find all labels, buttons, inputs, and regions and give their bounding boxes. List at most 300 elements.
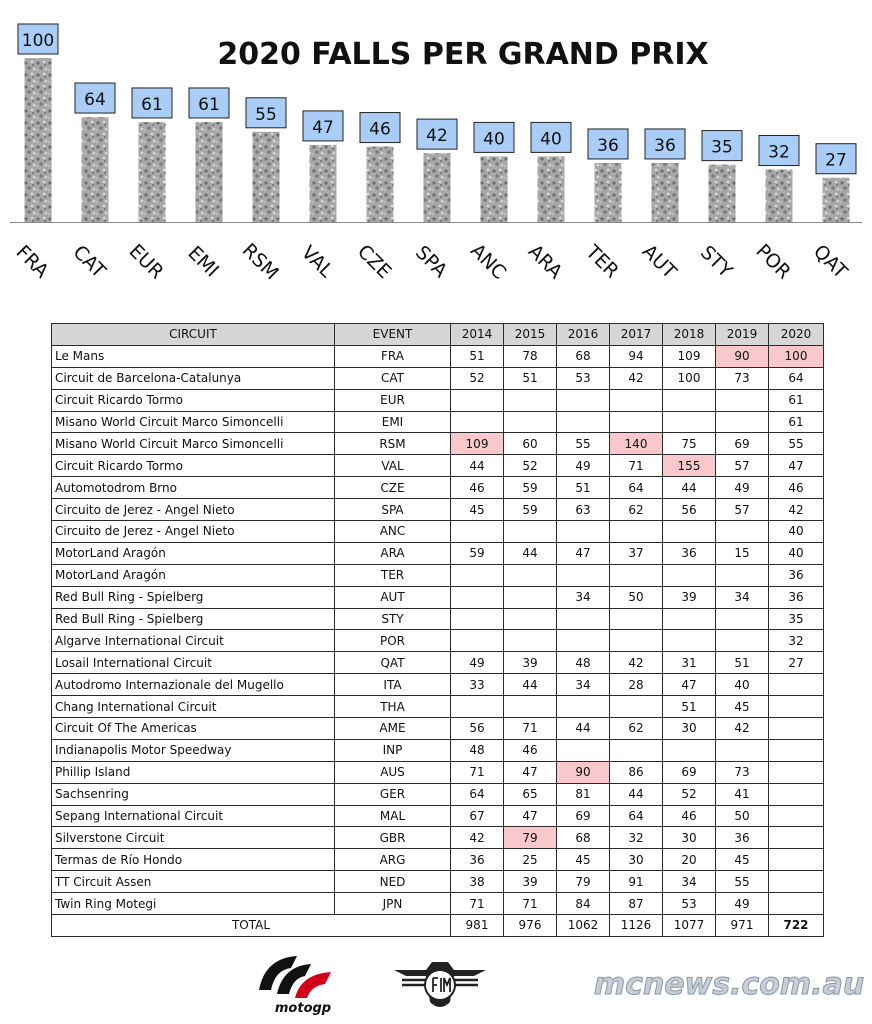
table-row xyxy=(52,783,824,805)
falls-cell: 39 xyxy=(663,586,716,608)
falls-cell xyxy=(663,608,716,630)
total-label: TOTAL xyxy=(52,915,451,937)
column-header: EVENT xyxy=(335,324,451,346)
x-tick-label: STY xyxy=(695,241,737,283)
bar-emi xyxy=(196,122,223,222)
bar-ter xyxy=(595,163,622,222)
bar-qat xyxy=(823,178,850,222)
column-header: 2017 xyxy=(610,324,663,346)
falls-cell: 48 xyxy=(557,652,610,674)
event-cell: ANC xyxy=(335,521,451,543)
falls-cell xyxy=(451,389,504,411)
value-label: 42 xyxy=(426,126,448,147)
falls-cell: 28 xyxy=(610,674,663,696)
x-tick-label: ARA xyxy=(523,240,567,284)
falls-cell: 44 xyxy=(610,783,663,805)
table-row xyxy=(52,739,824,761)
bar-por xyxy=(766,170,793,222)
falls-cell xyxy=(716,389,769,411)
falls-cell: 52 xyxy=(504,455,557,477)
circuit-cell: Circuito de Jerez - Angel Nieto xyxy=(52,499,335,521)
value-label: 40 xyxy=(483,129,505,150)
falls-cell: 55 xyxy=(716,871,769,893)
event-cell: STY xyxy=(335,608,451,630)
x-tick-label: POR xyxy=(751,239,796,284)
x-tick-label: ANC xyxy=(466,239,511,284)
circuit-cell: Circuit Of The Americas xyxy=(52,718,335,740)
falls-cell: 45 xyxy=(716,696,769,718)
column-header: 2019 xyxy=(716,324,769,346)
falls-cell: 109 xyxy=(663,345,716,367)
falls-cell: 37 xyxy=(610,542,663,564)
circuit-cell: Sepang International Circuit xyxy=(52,805,335,827)
value-label: 55 xyxy=(255,104,277,125)
falls-cell: 49 xyxy=(451,652,504,674)
table-row xyxy=(52,849,824,871)
circuit-cell: Circuito de Jerez - Angel Nieto xyxy=(52,521,335,543)
event-cell: JPN xyxy=(335,893,451,915)
circuit-cell: Misano World Circuit Marco Simoncelli xyxy=(52,411,335,433)
falls-cell: 75 xyxy=(663,433,716,455)
falls-cell: 71 xyxy=(451,893,504,915)
falls-cell: 46 xyxy=(451,477,504,499)
falls-cell: 51 xyxy=(557,477,610,499)
value-label: 36 xyxy=(597,135,619,156)
table-row xyxy=(52,608,824,630)
falls-cell xyxy=(663,630,716,652)
event-cell: POR xyxy=(335,630,451,652)
falls-cell: 49 xyxy=(557,455,610,477)
falls-cell: 61 xyxy=(769,411,824,433)
falls-cell: 57 xyxy=(716,499,769,521)
falls-cell: 30 xyxy=(663,827,716,849)
x-tick-label: EMI xyxy=(183,241,224,282)
total-cell: 1077 xyxy=(663,915,716,937)
value-label: 36 xyxy=(654,135,676,156)
table-row xyxy=(52,367,824,389)
falls-cell: 46 xyxy=(663,805,716,827)
falls-cell: 100 xyxy=(663,367,716,389)
falls-cell: 20 xyxy=(663,849,716,871)
falls-cell: 86 xyxy=(610,761,663,783)
falls-cell: 36 xyxy=(451,849,504,871)
falls-cell: 36 xyxy=(716,827,769,849)
event-cell: CZE xyxy=(335,477,451,499)
falls-cell: 63 xyxy=(557,499,610,521)
falls-cell: 27 xyxy=(769,652,824,674)
falls-cell xyxy=(451,521,504,543)
falls-cell: 36 xyxy=(769,586,824,608)
bar-eur xyxy=(139,122,166,222)
falls-cell: 44 xyxy=(451,455,504,477)
circuit-cell: Termas de Río Hondo xyxy=(52,849,335,871)
falls-cell xyxy=(504,411,557,433)
falls-cell xyxy=(769,718,824,740)
table-row xyxy=(52,411,824,433)
mcnews-logo-text: mcnews.com.au xyxy=(593,967,865,1002)
falls-cell: 64 xyxy=(610,805,663,827)
falls-cell xyxy=(610,696,663,718)
falls-cell xyxy=(769,761,824,783)
falls-cell: 46 xyxy=(504,739,557,761)
motogp-logo-text: motogp xyxy=(274,1001,332,1016)
event-cell: AME xyxy=(335,718,451,740)
falls-cell: 90 xyxy=(557,761,610,783)
falls-cell xyxy=(663,739,716,761)
circuit-cell: Sachsenring xyxy=(52,783,335,805)
falls-cell: 55 xyxy=(557,433,610,455)
circuit-cell: MotorLand Aragón xyxy=(52,564,335,586)
falls-cell: 65 xyxy=(504,783,557,805)
falls-cell xyxy=(557,521,610,543)
total-row xyxy=(52,915,824,937)
falls-cell: 100 xyxy=(769,345,824,367)
falls-cell: 36 xyxy=(663,542,716,564)
value-label: 61 xyxy=(198,94,220,115)
falls-cell: 91 xyxy=(610,871,663,893)
falls-cell xyxy=(451,696,504,718)
falls-cell: 64 xyxy=(769,367,824,389)
falls-cell: 90 xyxy=(716,345,769,367)
event-cell: TER xyxy=(335,564,451,586)
falls-cell xyxy=(504,608,557,630)
falls-cell xyxy=(504,696,557,718)
table-body xyxy=(52,345,824,914)
falls-cell: 49 xyxy=(716,893,769,915)
falls-cell xyxy=(451,630,504,652)
falls-cell: 69 xyxy=(663,761,716,783)
falls-table xyxy=(51,323,824,937)
falls-cell: 84 xyxy=(557,893,610,915)
falls-cell xyxy=(557,564,610,586)
falls-cell: 49 xyxy=(716,477,769,499)
falls-cell xyxy=(610,564,663,586)
falls-cell: 71 xyxy=(504,718,557,740)
table-row xyxy=(52,542,824,564)
falls-cell: 62 xyxy=(610,499,663,521)
bar-spa xyxy=(424,153,451,222)
falls-cell: 32 xyxy=(769,630,824,652)
falls-cell: 48 xyxy=(451,739,504,761)
circuit-cell: Silverstone Circuit xyxy=(52,827,335,849)
falls-cell: 87 xyxy=(610,893,663,915)
circuit-cell: Circuit Ricardo Tormo xyxy=(52,455,335,477)
fim-logo xyxy=(392,950,488,1012)
event-cell: SPA xyxy=(335,499,451,521)
falls-cell: 40 xyxy=(716,674,769,696)
falls-cell: 30 xyxy=(663,718,716,740)
falls-cell: 40 xyxy=(769,521,824,543)
table-row xyxy=(52,586,824,608)
falls-cell: 62 xyxy=(610,718,663,740)
event-cell: THA xyxy=(335,696,451,718)
value-label: 27 xyxy=(825,150,847,171)
value-label: 35 xyxy=(711,137,733,158)
bar-cat xyxy=(82,117,109,222)
falls-cell xyxy=(451,564,504,586)
falls-cell: 68 xyxy=(557,827,610,849)
falls-cell xyxy=(451,608,504,630)
falls-cell: 51 xyxy=(663,696,716,718)
table-row xyxy=(52,630,824,652)
table-row xyxy=(52,477,824,499)
falls-cell xyxy=(557,389,610,411)
falls-cell: 56 xyxy=(663,499,716,521)
falls-cell: 52 xyxy=(663,783,716,805)
bar-anc xyxy=(481,156,508,222)
circuit-cell: Circuit Ricardo Tormo xyxy=(52,389,335,411)
circuit-cell: Autodromo Internazionale del Mugello xyxy=(52,674,335,696)
falls-cell: 50 xyxy=(716,805,769,827)
falls-cell: 68 xyxy=(557,345,610,367)
bar-cze xyxy=(367,147,394,222)
falls-cell: 53 xyxy=(663,893,716,915)
circuit-cell: Automotodrom Brno xyxy=(52,477,335,499)
total-cell: 1062 xyxy=(557,915,610,937)
falls-cell xyxy=(769,805,824,827)
circuit-cell: Le Mans xyxy=(52,345,335,367)
falls-cell: 56 xyxy=(451,718,504,740)
falls-cell: 81 xyxy=(557,783,610,805)
falls-cell: 50 xyxy=(610,586,663,608)
falls-cell xyxy=(610,739,663,761)
falls-cell: 73 xyxy=(716,761,769,783)
falls-cell: 52 xyxy=(451,367,504,389)
column-header: 2015 xyxy=(504,324,557,346)
falls-cell xyxy=(769,893,824,915)
x-tick-label: RSM xyxy=(237,239,283,285)
falls-cell: 57 xyxy=(716,455,769,477)
falls-cell: 140 xyxy=(610,433,663,455)
falls-cell: 34 xyxy=(557,674,610,696)
column-header: 2014 xyxy=(451,324,504,346)
falls-cell: 39 xyxy=(504,871,557,893)
event-cell: ITA xyxy=(335,674,451,696)
falls-cell xyxy=(557,608,610,630)
falls-cell: 30 xyxy=(610,849,663,871)
total-cell: 981 xyxy=(451,915,504,937)
table-row xyxy=(52,499,824,521)
event-cell: MAL xyxy=(335,805,451,827)
table-header xyxy=(52,324,824,346)
falls-cell xyxy=(769,739,824,761)
falls-cell: 47 xyxy=(557,542,610,564)
column-header: CIRCUIT xyxy=(52,324,335,346)
falls-cell: 44 xyxy=(663,477,716,499)
falls-cell: 51 xyxy=(451,345,504,367)
falls-cell: 42 xyxy=(716,718,769,740)
falls-cell xyxy=(716,564,769,586)
falls-cell xyxy=(610,521,663,543)
x-tick-label: VAL xyxy=(296,241,338,283)
circuit-cell: Twin Ring Motegi xyxy=(52,893,335,915)
falls-cell: 64 xyxy=(451,783,504,805)
falls-cell: 51 xyxy=(716,652,769,674)
falls-cell: 109 xyxy=(451,433,504,455)
falls-cell: 15 xyxy=(716,542,769,564)
circuit-cell: MotorLand Aragón xyxy=(52,542,335,564)
falls-cell: 39 xyxy=(504,652,557,674)
circuit-cell: Algarve International Circuit xyxy=(52,630,335,652)
circuit-cell: TT Circuit Assen xyxy=(52,871,335,893)
falls-cell: 40 xyxy=(769,542,824,564)
falls-cell: 46 xyxy=(769,477,824,499)
circuit-cell: Losail International Circuit xyxy=(52,652,335,674)
event-cell: GER xyxy=(335,783,451,805)
value-label: 64 xyxy=(84,90,106,111)
table-row xyxy=(52,652,824,674)
value-label: 32 xyxy=(768,142,790,163)
falls-cell xyxy=(504,389,557,411)
event-cell: AUS xyxy=(335,761,451,783)
falls-cell: 42 xyxy=(610,652,663,674)
table-row xyxy=(52,893,824,915)
falls-cell xyxy=(557,630,610,652)
falls-cell: 59 xyxy=(504,477,557,499)
falls-cell: 69 xyxy=(716,433,769,455)
total-cell: 976 xyxy=(504,915,557,937)
table-row xyxy=(52,455,824,477)
x-tick-label: QAT xyxy=(808,240,852,284)
falls-cell: 47 xyxy=(504,805,557,827)
falls-cell xyxy=(716,739,769,761)
x-tick-label: SPA xyxy=(410,241,452,283)
column-header: 2020 xyxy=(769,324,824,346)
falls-cell: 51 xyxy=(504,367,557,389)
circuit-cell: Circuit de Barcelona-Catalunya xyxy=(52,367,335,389)
falls-cell: 47 xyxy=(663,674,716,696)
falls-cell xyxy=(716,411,769,433)
falls-cell xyxy=(769,871,824,893)
x-tick-label: AUT xyxy=(637,240,681,284)
x-tick-label: FRA xyxy=(11,241,53,283)
falls-cell xyxy=(769,696,824,718)
bar-fra xyxy=(25,58,52,222)
falls-cell xyxy=(716,608,769,630)
falls-cell xyxy=(663,389,716,411)
falls-cell: 34 xyxy=(716,586,769,608)
table-row xyxy=(52,827,824,849)
table-row xyxy=(52,718,824,740)
falls-cell xyxy=(610,608,663,630)
circuit-cell: Indianapolis Motor Speedway xyxy=(52,739,335,761)
total-cell: 722 xyxy=(769,915,824,937)
falls-cell xyxy=(504,521,557,543)
falls-cell: 42 xyxy=(451,827,504,849)
table-row xyxy=(52,433,824,455)
bar-chart xyxy=(0,0,872,300)
bar-ara xyxy=(538,156,565,222)
falls-cell: 33 xyxy=(451,674,504,696)
falls-cell xyxy=(557,411,610,433)
event-cell: ARA xyxy=(335,542,451,564)
falls-cell: 69 xyxy=(557,805,610,827)
falls-cell: 47 xyxy=(769,455,824,477)
table-row xyxy=(52,805,824,827)
bar-val xyxy=(310,145,337,222)
falls-cell: 42 xyxy=(610,367,663,389)
falls-cell xyxy=(610,411,663,433)
falls-cell: 59 xyxy=(451,542,504,564)
falls-cell: 155 xyxy=(663,455,716,477)
falls-cell: 71 xyxy=(451,761,504,783)
bar-aut xyxy=(652,163,679,222)
total-cell: 971 xyxy=(716,915,769,937)
event-cell: INP xyxy=(335,739,451,761)
bar-rsm xyxy=(253,132,280,222)
falls-cell: 45 xyxy=(451,499,504,521)
value-label: 100 xyxy=(21,31,55,51)
falls-cell xyxy=(769,674,824,696)
table-row xyxy=(52,389,824,411)
falls-cell xyxy=(663,521,716,543)
table-row xyxy=(52,696,824,718)
event-cell: FRA xyxy=(335,345,451,367)
event-cell: EMI xyxy=(335,411,451,433)
event-cell: VAL xyxy=(335,455,451,477)
falls-cell: 34 xyxy=(663,871,716,893)
falls-cell: 44 xyxy=(504,674,557,696)
falls-cell: 79 xyxy=(504,827,557,849)
falls-cell: 38 xyxy=(451,871,504,893)
circuit-cell: Phillip Island xyxy=(52,761,335,783)
falls-cell xyxy=(451,586,504,608)
circuit-cell: Misano World Circuit Marco Simoncelli xyxy=(52,433,335,455)
falls-cell: 61 xyxy=(769,389,824,411)
table-row xyxy=(52,564,824,586)
event-cell: GBR xyxy=(335,827,451,849)
value-label: 40 xyxy=(540,129,562,150)
total-cell: 1126 xyxy=(610,915,663,937)
chart-title: 2020 FALLS PER GRAND PRIX xyxy=(217,37,709,72)
column-header: 2018 xyxy=(663,324,716,346)
x-tick-label: CZE xyxy=(352,240,396,284)
event-cell: CAT xyxy=(335,367,451,389)
falls-cell: 67 xyxy=(451,805,504,827)
circuit-cell: Chang International Circuit xyxy=(52,696,335,718)
table-footer xyxy=(52,915,824,937)
falls-cell: 64 xyxy=(610,477,663,499)
falls-cell xyxy=(504,630,557,652)
falls-cell: 45 xyxy=(716,849,769,871)
falls-cell: 94 xyxy=(610,345,663,367)
falls-cell xyxy=(557,696,610,718)
value-label: 61 xyxy=(141,94,163,115)
falls-cell xyxy=(663,411,716,433)
x-tick-label: CAT xyxy=(68,241,110,283)
event-cell: AUT xyxy=(335,586,451,608)
event-cell: EUR xyxy=(335,389,451,411)
event-cell: NED xyxy=(335,871,451,893)
circuit-cell: Red Bull Ring - Spielberg xyxy=(52,608,335,630)
falls-cell: 44 xyxy=(504,542,557,564)
falls-cell: 42 xyxy=(769,499,824,521)
falls-cell xyxy=(769,827,824,849)
x-tick-label: TER xyxy=(581,240,624,283)
falls-cell xyxy=(769,849,824,871)
falls-cell xyxy=(610,630,663,652)
falls-cell: 71 xyxy=(504,893,557,915)
falls-cell xyxy=(716,630,769,652)
column-header: 2016 xyxy=(557,324,610,346)
value-label: 47 xyxy=(312,117,334,138)
falls-cell: 55 xyxy=(769,433,824,455)
falls-cell xyxy=(504,564,557,586)
falls-cell: 45 xyxy=(557,849,610,871)
header-row xyxy=(52,324,824,346)
falls-cell: 59 xyxy=(504,499,557,521)
bar-sty xyxy=(709,165,736,222)
